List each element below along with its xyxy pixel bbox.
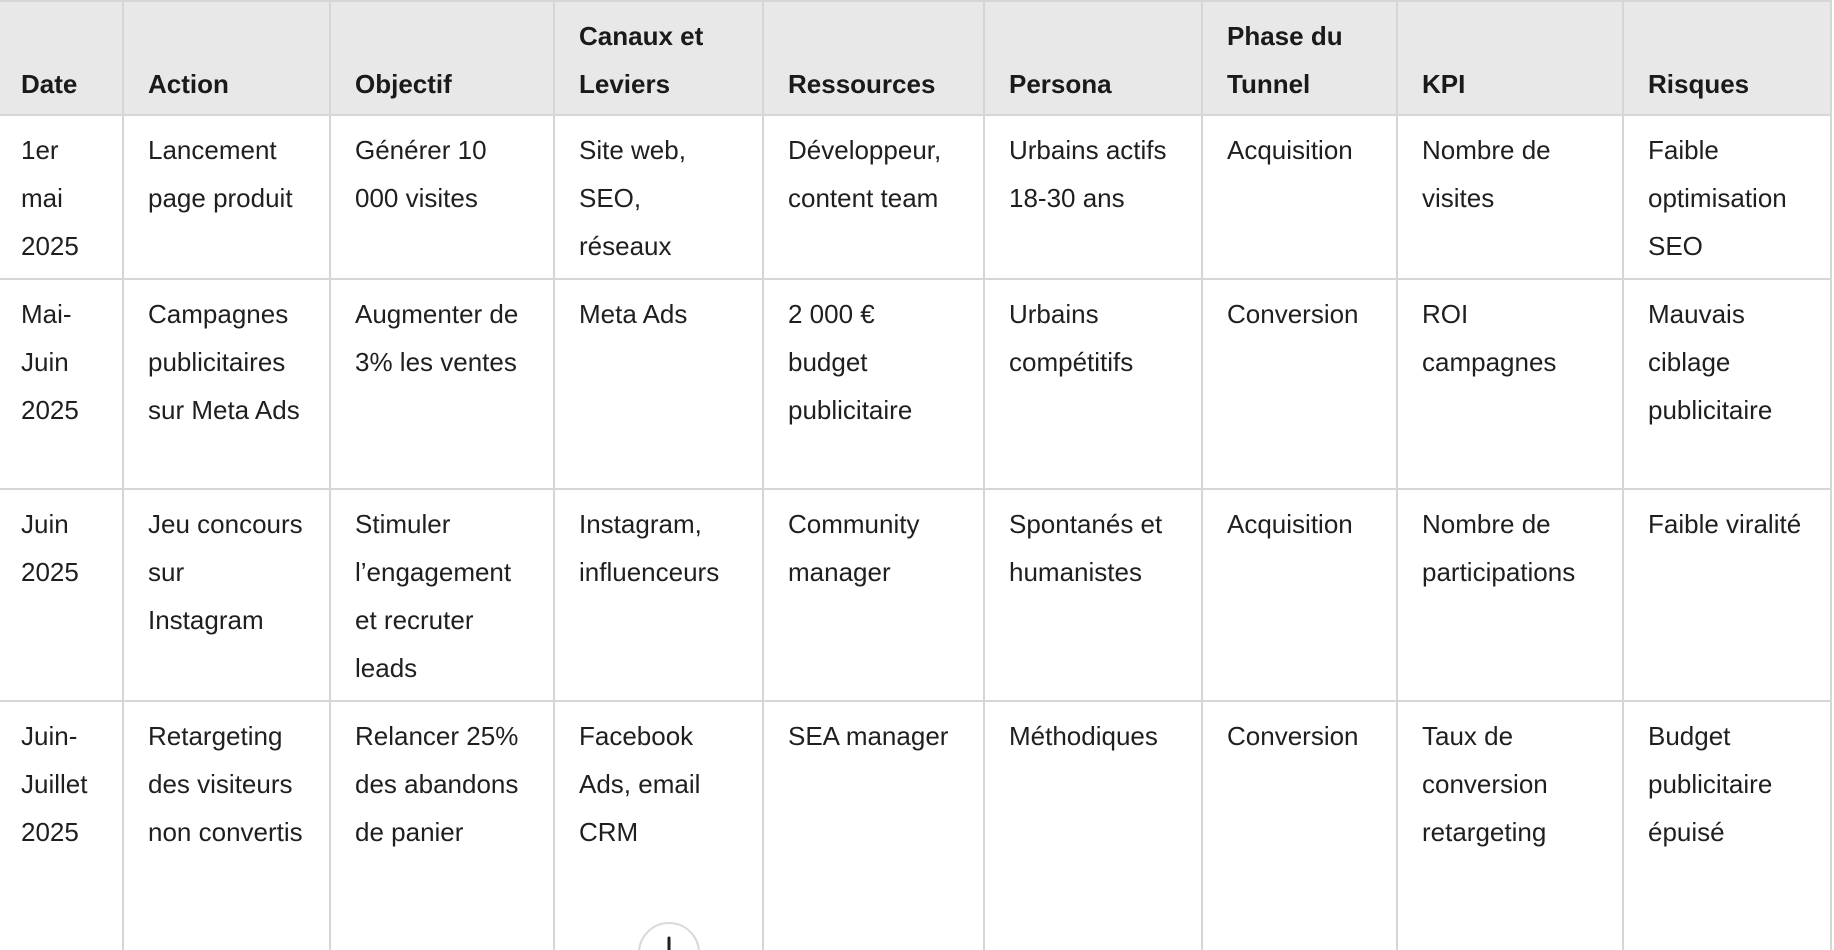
table-row: [0, 489, 1831, 701]
header-objectif: Objectif: [330, 1, 554, 115]
cell-objectif: Relancer 25% des abandons de panier: [330, 701, 554, 950]
cell-risques: Budget publicitaire épuisé: [1623, 701, 1831, 950]
cell-canaux: Facebook Ads, email CRM: [554, 701, 763, 950]
cell-persona: Spontanés et humanistes: [984, 489, 1202, 701]
cell-date: 1er mai 2025: [0, 115, 123, 279]
cell-canaux: Site web, SEO, réseaux: [554, 115, 763, 279]
table-row: [0, 279, 1831, 489]
cell-ressources: Développeur, content team: [763, 115, 984, 279]
arrow-down-icon: [659, 936, 679, 950]
header-canaux-leviers: Canaux et Leviers: [554, 1, 763, 115]
cell-ressources: 2 000 € budget publicitaire: [763, 279, 984, 489]
cell-action: Lancement page produit: [123, 115, 330, 279]
header-persona: Persona: [984, 1, 1202, 115]
cell-canaux: Meta Ads: [554, 279, 763, 489]
cell-objectif: Générer 10 000 visites: [330, 115, 554, 279]
cell-kpi: Nombre de participations: [1397, 489, 1623, 701]
header-kpi: KPI: [1397, 1, 1623, 115]
cell-ressources: SEA manager: [763, 701, 984, 950]
cell-kpi: Nombre de visites: [1397, 115, 1623, 279]
cell-persona: Urbains actifs 18-30 ans: [984, 115, 1202, 279]
cell-objectif: Augmenter de 3% les ventes: [330, 279, 554, 489]
cell-canaux: Instagram, influenceurs: [554, 489, 763, 701]
table-header-row: [0, 1, 1831, 115]
table-row: [0, 115, 1831, 279]
cell-phase: Conversion: [1202, 701, 1397, 950]
cell-persona: Urbains compétitifs: [984, 279, 1202, 489]
cell-action: Retargeting des visiteurs non convertis: [123, 701, 330, 950]
cell-risques: Faible viralité: [1623, 489, 1831, 701]
cell-persona: Méthodiques: [984, 701, 1202, 950]
cell-ressources: Community manager: [763, 489, 984, 701]
cell-date: Mai-Juin 2025: [0, 279, 123, 489]
header-action: Action: [123, 1, 330, 115]
table-row: [0, 701, 1831, 950]
cell-risques: Mauvais ciblage publicitaire: [1623, 279, 1831, 489]
cell-date: Juin 2025: [0, 489, 123, 701]
cell-phase: Acquisition: [1202, 489, 1397, 701]
cell-kpi: ROI campagnes: [1397, 279, 1623, 489]
header-ressources: Ressources: [763, 1, 984, 115]
cell-phase: Conversion: [1202, 279, 1397, 489]
header-risques: Risques: [1623, 1, 1831, 115]
cell-objectif: Stimuler l’engagement et recruter leads: [330, 489, 554, 701]
cell-kpi: Taux de conversion retargeting: [1397, 701, 1623, 950]
cell-date: Juin-Juillet 2025: [0, 701, 123, 950]
cell-action: Campagnes publicitaires sur Meta Ads: [123, 279, 330, 489]
cell-phase: Acquisition: [1202, 115, 1397, 279]
cell-risques: Faible optimisation SEO: [1623, 115, 1831, 279]
header-phase-tunnel: Phase du Tunnel: [1202, 1, 1397, 115]
header-date: Date: [0, 1, 123, 115]
cell-action: Jeu concours sur Instagram: [123, 489, 330, 701]
